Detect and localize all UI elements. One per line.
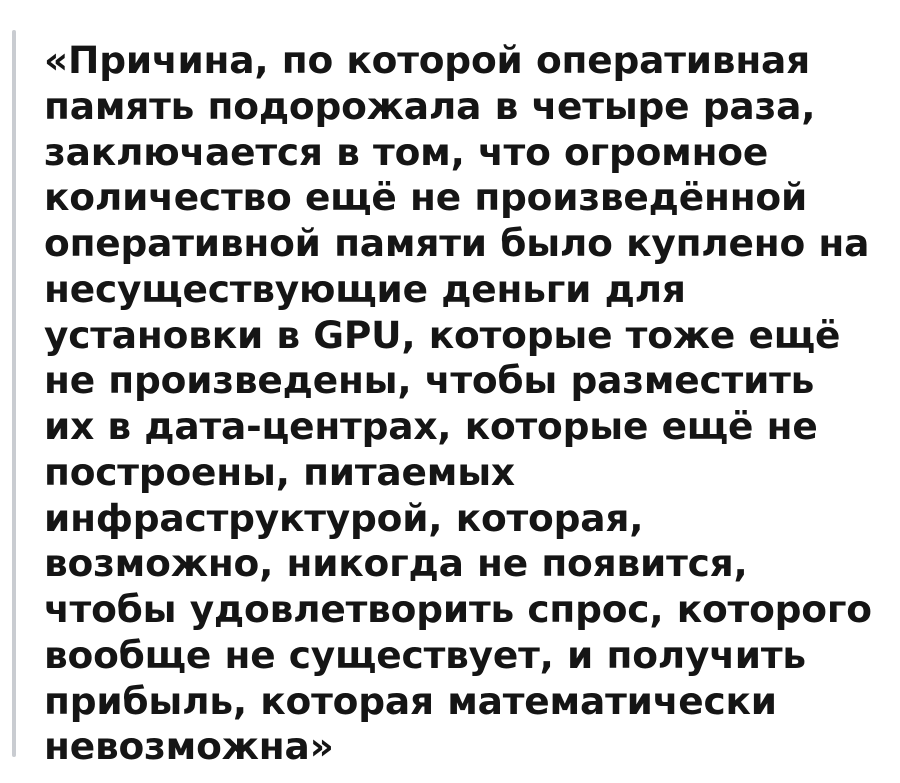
quote-accent-bar	[12, 30, 16, 757]
quote-text: «Причина, по которой оперативная память подорожала в четыре раза, заключается в том, что огромное количество ещё не произведённой оперативной памяти было куплено на несуществующие деньги для установки в GPU, которые тоже ещё не произведены, чтобы разместить их в дата-центрах, которые ещё не построены, питаемых инфраструктурой, которая, возможно, никогда не появится, чтобы удовлетворить спрос, которого вообще не существует, и получить прибыль, которая математически невозможна»	[44, 38, 872, 769]
